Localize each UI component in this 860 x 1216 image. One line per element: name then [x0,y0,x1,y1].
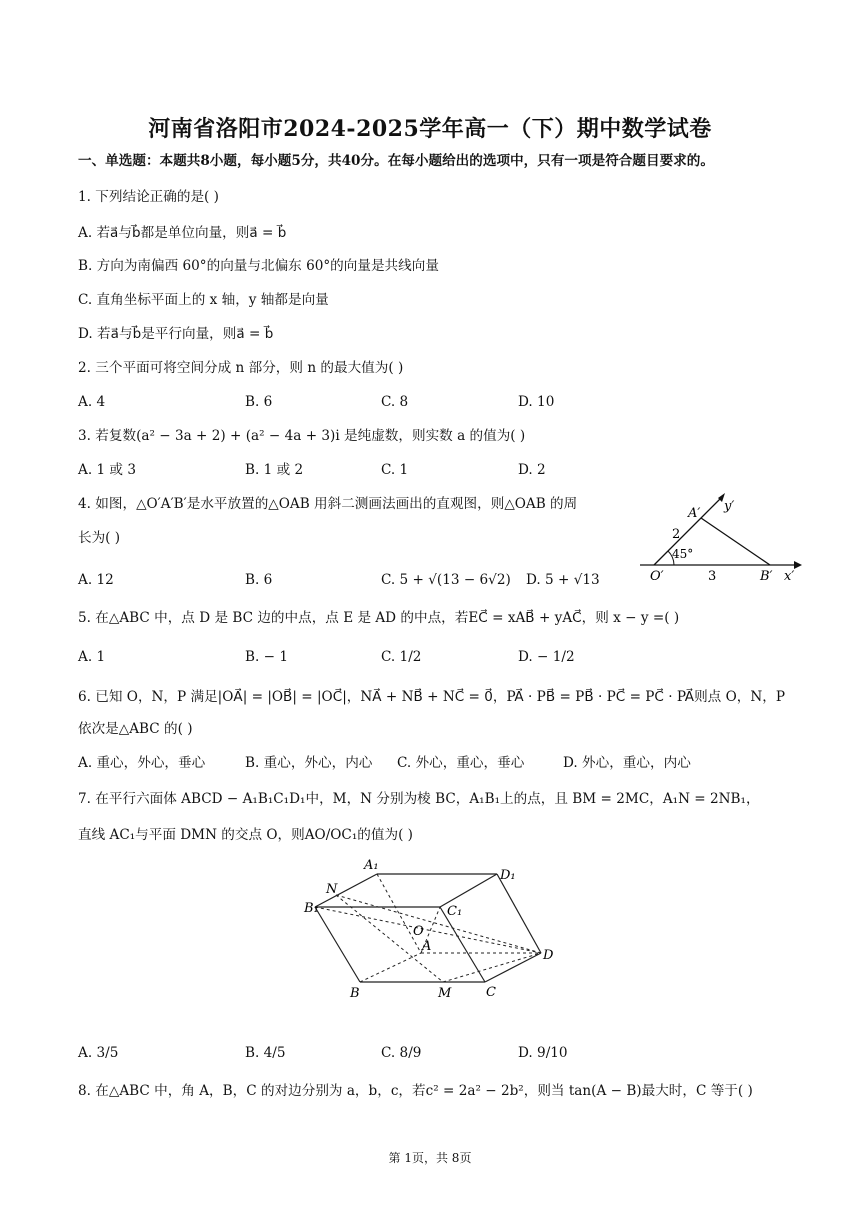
label-o-prime: O′ [650,569,664,584]
section-heading: 一、单选题：本题共8小题，每小题5分，共40分。在每小题给出的选项中，只有一项是符合题目要求的。 [78,153,714,169]
q3-option-d: D. 2 [518,462,546,478]
q1-option-d: D. 若a⃗与b⃗是平行向量，则a⃗ = b⃗ [78,326,274,342]
label-a-prime: A′ [688,506,701,521]
q6-option-a: A. 重心，外心，垂心 [78,755,206,771]
question-1-stem: 1. 下列结论正确的是( ) [78,189,219,205]
q4-option-c: C. 5 + √(13 − 6√2) [381,572,511,588]
label-length-3: 3 [708,569,717,584]
question-4-stem-line2: 长为( ) [78,530,121,546]
q1-option-c: C. 直角坐标平面上的 x 轴，y 轴都是向量 [78,292,329,308]
question-4-stem-line1: 4. 如图，△O′A′B′是水平放置的△OAB 用斜二测画法画出的直观图，则△OAB 的周 [78,496,578,512]
question-8-stem: 8. 在△ABC 中，角 A，B，C 的对边分别为 a，b，c，若c² = 2a² − 2b²，则当 tan(A − B)最大时，C 等于( ) [78,1083,753,1099]
q1-option-b: B. 方向为南偏西 60°的向量与北偏东 60°的向量是共线向量 [78,258,439,274]
q3-option-a: A. 1 或 3 [78,462,136,478]
q4-option-d: D. 5 + √13 [526,572,600,588]
q2-option-b: B. 6 [245,394,273,410]
label-x-prime: x′ [784,569,795,584]
label-b: B [350,986,360,1001]
q5-option-a: A. 1 [78,649,106,665]
q7-option-d: D. 9/10 [518,1045,568,1061]
label-b-prime: B′ [760,569,773,584]
q2-option-c: C. 8 [381,394,409,410]
label-b1: B₁ [304,901,319,916]
q4-option-b: B. 6 [245,572,273,588]
label-a: A [422,939,432,954]
page-footer: 第 1页，共 8页 [388,1151,472,1165]
q7-parallelepiped-figure [300,855,580,1005]
q5-option-c: C. 1/2 [381,649,422,665]
q7-option-c: C. 8/9 [381,1045,422,1061]
question-3-stem: 3. 若复数(a² − 3a + 2) + (a² − 4a + 3)i 是纯虚数，则实数 a 的值为( ) [78,428,526,444]
label-c1: C₁ [447,904,463,919]
label-n: N [326,882,338,897]
label-a1: A₁ [364,858,379,873]
question-7-stem-line1: 7. 在平行六面体 ABCD − A₁B₁C₁D₁中，M，N 分别为棱 BC，A₁B₁上的点，且 BM = 2MC，A₁N = 2NB₁， [78,791,760,807]
question-6-stem-line1: 6. 已知 O，N，P 满足|OA⃗| = |OB⃗| = |OC⃗|，NA⃗ + NB⃗ + NC⃗ = 0⃗，PA⃗ · PB⃗ = PB⃗ · PC⃗ = PC⃗ · PA⃗则点 O，N，P [78,689,785,705]
q6-option-b: B. 重心，外心，内心 [245,755,373,771]
label-c: C [486,985,496,1000]
q6-option-c: C. 外心，重心，垂心 [397,755,525,771]
q7-option-a: A. 3/5 [78,1045,119,1061]
q4-option-a: A. 12 [78,572,114,588]
q3-option-b: B. 1 或 2 [245,462,304,478]
q2-option-a: A. 4 [78,394,106,410]
question-6-stem-line2: 依次是△ABC 的( ) [78,721,193,737]
label-length-2: 2 [672,527,681,542]
label-d1: D₁ [500,868,516,883]
q6-option-d: D. 外心，重心，内心 [563,755,691,771]
q1-option-a: A. 若a⃗与b⃗都是单位向量，则a⃗ = b⃗ [78,225,287,241]
question-7-stem-line2: 直线 AC₁与平面 DMN 的交点 O，则AO/OC₁的值为( ) [78,827,413,843]
label-o: O [413,924,424,939]
q5-option-d: D. − 1/2 [518,649,575,665]
label-y-prime: y′ [724,499,735,514]
question-5-stem: 5. 在△ABC 中，点 D 是 BC 边的中点，点 E 是 AD 的中点，若EC⃗ = xAB⃗ + yAC⃗，则 x − y =( ) [78,610,680,626]
q3-option-c: C. 1 [381,462,409,478]
question-2-stem: 2. 三个平面可将空间分成 n 部分，则 n 的最大值为( ) [78,360,404,376]
q5-option-b: B. − 1 [245,649,288,665]
q7-option-b: B. 4/5 [245,1045,286,1061]
label-angle-45: 45° [672,547,694,561]
label-d: D [543,948,554,963]
q2-option-d: D. 10 [518,394,555,410]
page-title: 河南省洛阳市2024-2025学年高一（下）期中数学试卷 [148,116,712,142]
label-m: M [438,986,452,1001]
q4-oblique-figure [632,488,812,588]
